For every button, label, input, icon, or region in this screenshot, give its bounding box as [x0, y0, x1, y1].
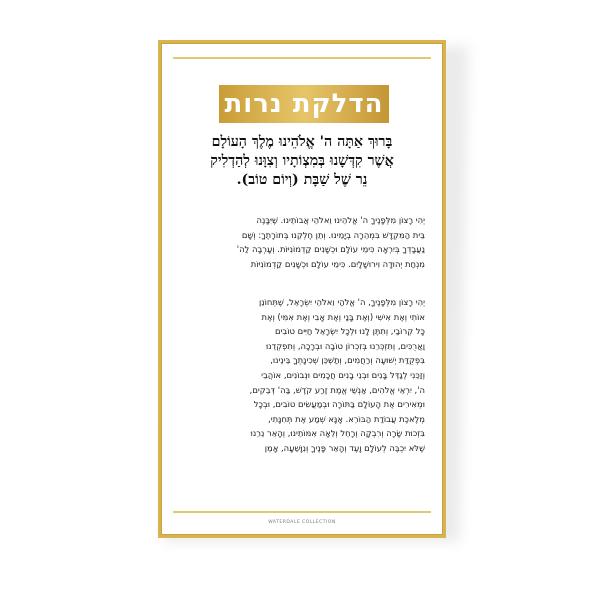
prayer-line: וַאֲרֻכִּים, וְתִזְכְּרֵנוּ בְּזִכְרוֹן טוֹבָה וּבְרָכָה, וְתִפְקְדֵנוּ [266, 340, 425, 351]
prayer-line: כָּל קְרוֹבַי, וְתִתֶּן לָנוּ וּלְכָל יִשְׂרָאֵל חַיִּים טוֹבִים [274, 326, 425, 337]
prayer-line: יְהִי רָצוֹן מִלְּפָנֶיךָ ה' אֱלֹהֵינוּ וֵאלֹהֵי אֲבוֹתֵינוּ. שֶׁיִּבָּנֶה [256, 215, 425, 225]
plaque-title: הדלקת נרות [224, 89, 384, 119]
brand-credit: WATERDALE COLLECTION [268, 520, 336, 525]
prayer-line: שֶׁלֹּא יִכְבֶּה לְעוֹלָם וָעֶד וְהָאֵר פָּנֶיךָ וְנִוָּשֵׁעָה, אָמֵן [264, 442, 425, 453]
prayer-line: אוֹתִי וְאֶת אִישִׁי (וְאֶת בָּנַי וְאֶת אָבִי וְאֶת אִמִּי) וְאֶת [261, 311, 425, 322]
prayer-paragraph-2 [179, 295, 425, 456]
prayer-line: ה', יִרְאֵי אֱלֹהִים, אַנְשֵׁי אֱמֶת זֶרַע קֹדֶשׁ, בַּה' דְּבֵקִים, [249, 384, 425, 395]
prayer-line: מְלֶאכֶת עֲבוֹדַת הַבּוֹרֵא. אָנָּא שְׁמַע אֶת תְּחִנָּתִי, [268, 413, 425, 424]
prayer-line: בִּזְכוּת שָׂרָה וְרִבְקָה וְרָחֵל וְלֵאָה אִמּוֹתֵינוּ, וְהָאֵר נֵרֵנוּ [250, 428, 425, 439]
blessing-line: אֲשֶׁר קִדְּשָׁנוּ בְּמִצְוֹתָיו וְצִוָּנוּ לְהַדְלִיק [210, 153, 394, 169]
candle-lighting-plaque [158, 40, 446, 538]
inner-gold-rule-top [173, 57, 431, 59]
blessing-line: בָּרוּךְ אַתָּה ה' אֱלֹהֵינוּ מֶלֶךְ הָעוֹלָם [211, 134, 393, 150]
title-banner [219, 85, 389, 123]
prayer-line: וְזַכֵּנִי לְגַדֵּל בָּנִים וּבְנֵי בָנִים חֲכָמִים וּנְבוֹנִים, אוֹהֲבֵי [261, 369, 425, 380]
inner-gold-rule-bottom [173, 511, 431, 513]
prayer-line: יְהִי רָצוֹן מִלְּפָנֶיךָ, ה' אֱלֹהַי וֵאלֹהֵי יִשְׂרָאֵל, שֶׁתְּחוֹנֵן [258, 297, 425, 307]
prayer-line: מִנְחַת יְהוּדָה וִירוּשָׁלָיִם. כִּימֵי עוֹלָם וּכְשָׁנִים קַדְמוֹנִיּוֹת [250, 258, 425, 269]
prayer-line: בִּפְקֻדַּת יְשׁוּעָה וְרַחֲמִים, וְתַשְׁכֵּן שְׁכִינָתְךָ בֵּינֵינוּ, [270, 355, 425, 366]
prayer-line: וּמְאִירִים אֶת הָעוֹלָם בַּתּוֹרָה וּבְמַעֲשִׂים טוֹבִים, וּבְכָל [253, 399, 425, 410]
prayer-line: נַעֲבָדְךָ בְּיִרְאָה כִּימֵי עוֹלָם וּכְשָׁנִים קַדְמוֹנִיּוֹת. וְעָרְבָה לַה' [236, 244, 425, 255]
blessing-line: נֵר שֶׁל שַׁבָּת (וְיוֹם טוֹב). [236, 172, 368, 188]
prayer-line: בֵּית הַמִּקְדָּשׁ בִּמְהֵרָה בְיָמֵינוּ. וְתֵן חֶלְקֵנוּ בְּתוֹרָתֶךָ: וְשָׁם [241, 229, 425, 240]
blessing-text [179, 133, 425, 190]
prayer-paragraph-1 [179, 213, 425, 271]
